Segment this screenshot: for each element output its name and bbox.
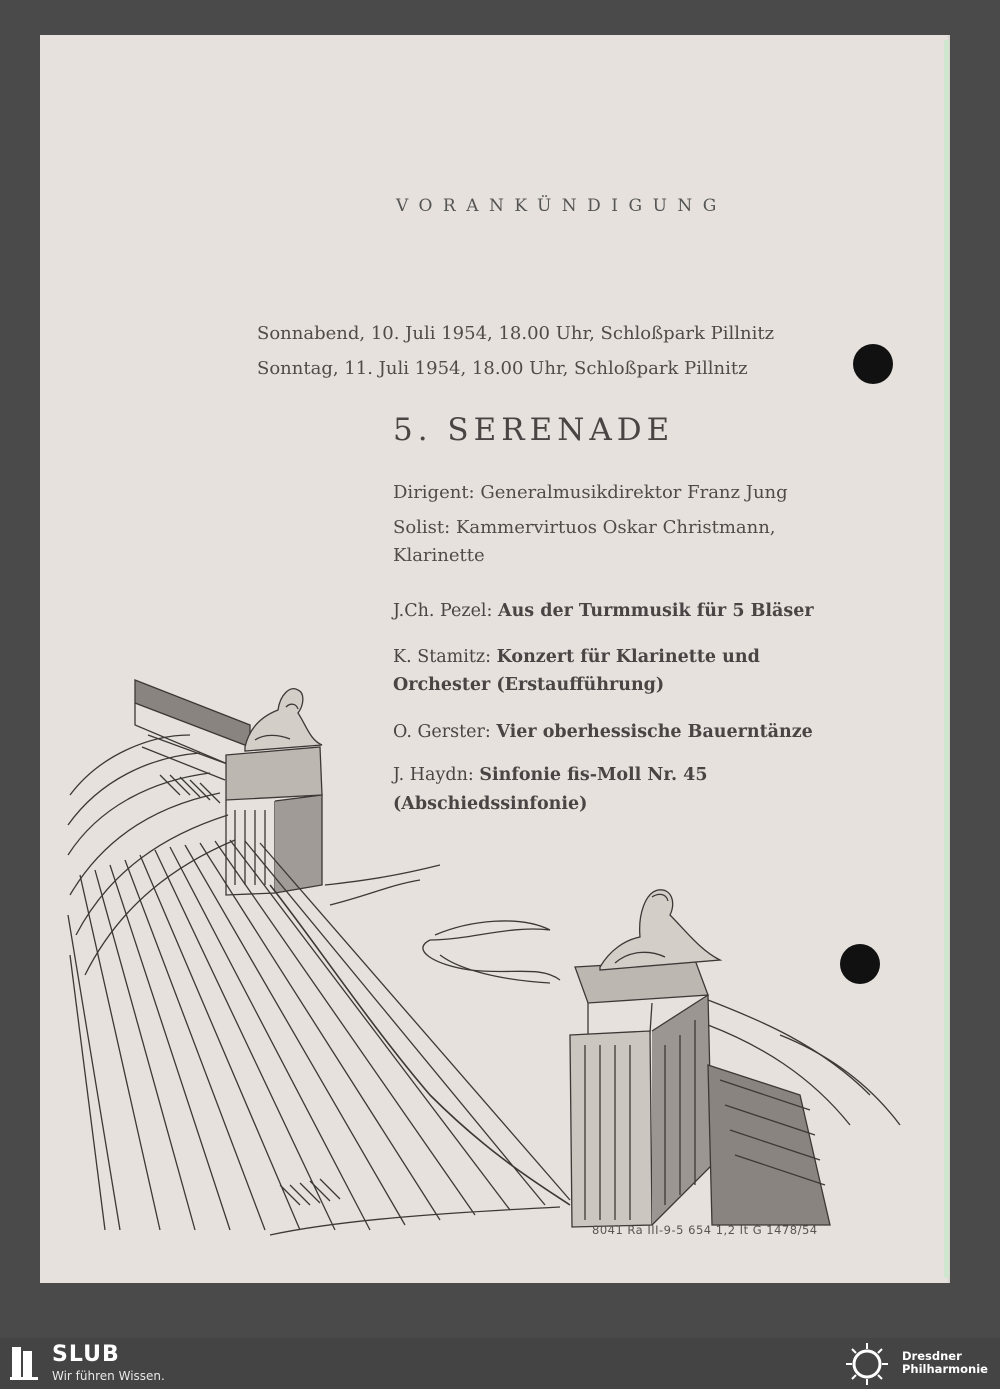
program-composer: J.Ch. Pezel:	[393, 601, 493, 621]
concert-title: 5. SERENADE	[393, 412, 675, 448]
slub-logo-icon[interactable]	[8, 1345, 42, 1381]
soloist-line: Solist: Kammervirtuos Oskar Christmann,	[393, 517, 776, 538]
partner-name-line-2: Philharmonie	[902, 1362, 988, 1376]
program-work: Konzert für Klarinette und	[496, 647, 760, 667]
program-item-4	[393, 765, 708, 785]
program-composer: K. Stamitz:	[393, 647, 491, 667]
dresdner-philharmonie-logo-icon[interactable]	[840, 1341, 894, 1387]
program-work: Aus der Turmmusik für 5 Bläser	[498, 601, 814, 621]
slub-tagline: Wir führen Wissen.	[52, 1369, 165, 1383]
footer-bar	[0, 1338, 1000, 1389]
soloist-instrument: Klarinette	[393, 545, 485, 566]
print-code: 8041 Ra III-9-5 654 1,2 It G 1478/54	[592, 1223, 818, 1237]
program-work: Sinfonie fis-Moll Nr. 45	[479, 765, 708, 785]
announcement-heading: VORANKÜNDIGUNG	[396, 196, 727, 216]
program-item-1	[393, 601, 814, 621]
program-work-continued: (Abschiedssinfonie)	[393, 794, 588, 814]
date-line-2: Sonntag, 11. Juli 1954, 18.00 Uhr, Schloßpark Pillnitz	[257, 358, 748, 379]
program-work-continued: Orchester (Erstaufführung)	[393, 675, 665, 695]
partner-name-line-1: Dresdner	[902, 1349, 962, 1363]
program-composer: J. Haydn:	[393, 765, 474, 785]
date-line-1: Sonnabend, 10. Juli 1954, 18.00 Uhr, Schloßpark Pillnitz	[257, 323, 775, 344]
punch-hole	[840, 944, 880, 984]
program-item-3	[393, 722, 813, 742]
program-item-2	[393, 647, 760, 667]
partner-name[interactable]	[902, 1350, 988, 1376]
slub-name[interactable]: SLUB	[52, 1342, 120, 1367]
program-work: Vier oberhessische Bauerntänze	[496, 722, 813, 742]
punch-hole	[853, 344, 893, 384]
program-composer: O. Gerster:	[393, 722, 491, 742]
conductor-line: Dirigent: Generalmusikdirektor Franz Jung	[393, 482, 788, 503]
